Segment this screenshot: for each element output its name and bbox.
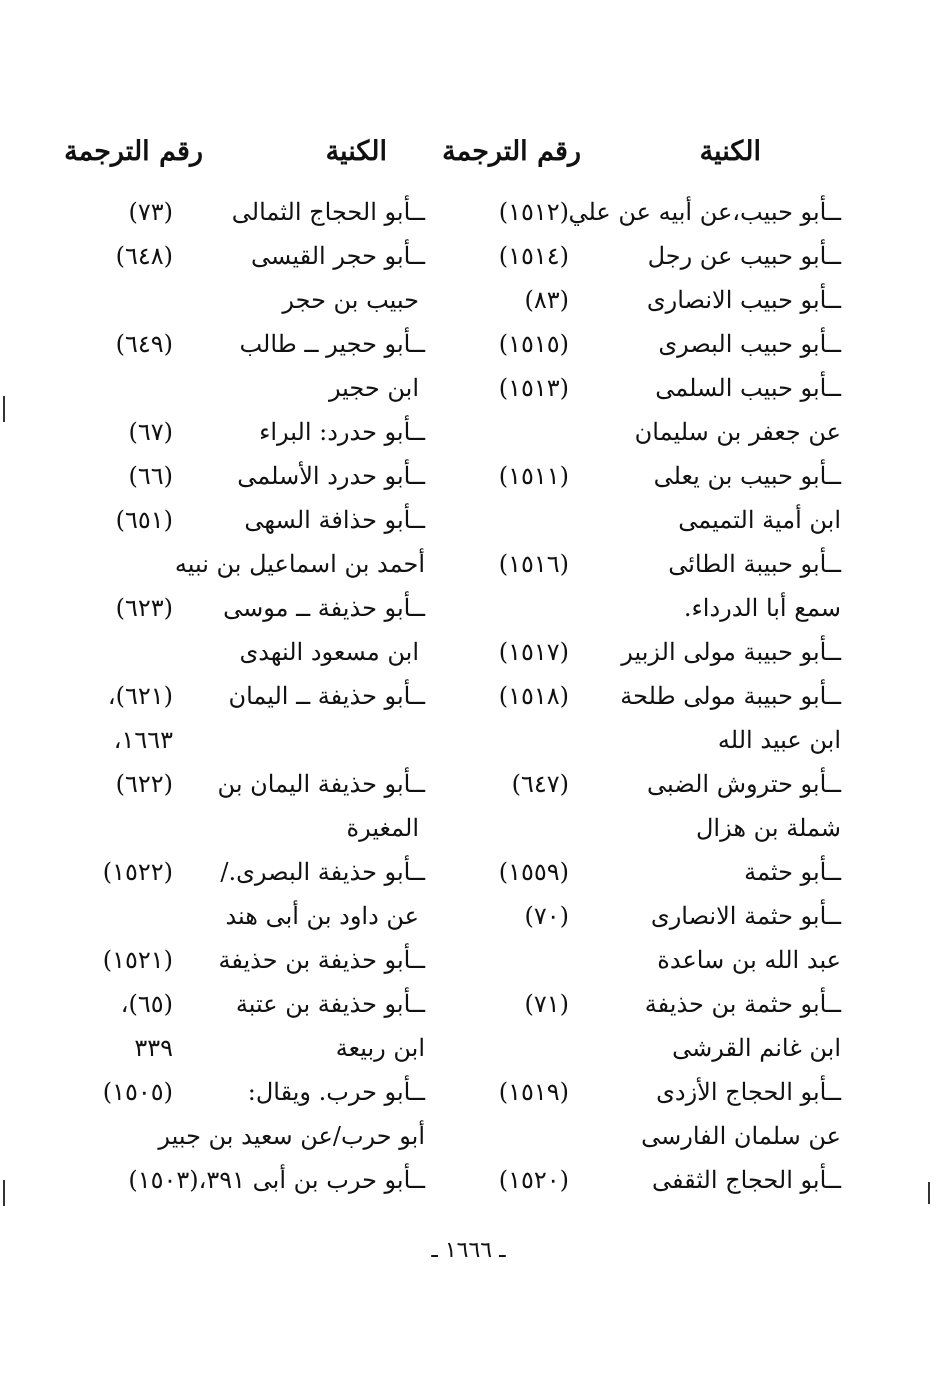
kunya-cell: ــأبو حبيبة مولى طلحة [620,682,841,710]
kunya-cell: ــأبو حرب. ويقال: [247,1078,425,1106]
kunya-cell: ــأبو حذيفة اليمان بن [217,770,425,798]
number-cell: (١٥١٧) [498,638,569,666]
number-cell: (١٥٠٥) [102,1078,173,1106]
kunya-cell: ابن غانم القرشى [672,1034,841,1062]
kunya-cell: ــأبو حثمة الانصارى [650,902,841,930]
kunya-cell: حبيب بن حجر [282,286,419,314]
table-row [0,498,937,542]
kunya-cell: ــأبو حذيفة ــ اليمان [228,682,425,710]
table-row [0,762,937,806]
kunya-cell: ــأبو حبيب بن يعلى [653,462,841,490]
table-row [0,718,937,762]
kunya-cell: ــأبو حثمة بن حذيفة [644,990,841,1018]
number-cell: (٦٤٨) [115,242,173,270]
number-cell: (١٥١٣) [498,374,569,402]
kunya-cell: ــأبو حدرد: البراء [259,418,425,446]
kunya-cell: ــأبو حذيفة البصرى./ [220,858,425,886]
kunya-cell: عن سلمان الفارسى [641,1122,841,1150]
kunya-cell: أبو حرب/عن سعيد بن جبير [158,1122,425,1150]
table-row [0,806,937,850]
kunya-cell: ابن حجير [328,374,419,402]
kunya-cell: ابن ربيعة [335,1034,425,1062]
number-cell: (٦٢٣) [115,594,173,622]
table-row [0,366,937,410]
number-cell: (٦٥)، [120,990,173,1018]
kunya-cell: ــأبو حبيب عن رجل [647,242,841,270]
table-row [0,410,937,454]
table-row [0,894,937,938]
number-cell: (١٥١٥) [498,330,569,358]
kunya-cell: ــأبو حبيب،عن أبيه عن علي [568,198,841,226]
table-row [0,1114,937,1158]
kunya-cell: أحمد بن اسماعيل بن نبيه [174,550,425,578]
kunya-cell: عبد الله بن ساعدة [657,946,841,974]
kunya-cell: ــأبو حذيفة بن عتبة [235,990,425,1018]
number-cell: (١٥٥٩) [498,858,569,886]
table-row [0,454,937,498]
kunya-cell: ــأبو حبيبة الطائى [668,550,841,578]
table-row [0,674,937,718]
number-cell: (٦٤٩) [115,330,173,358]
kunya-cell: ــأبو حجير ــ طالب [239,330,425,358]
number-cell: (٨٣) [524,286,569,314]
kunya-cell: ابن أمية التميمى [678,506,841,534]
number-cell: (٦٢٢) [115,770,173,798]
table-row [0,630,937,674]
number-cell: (١٥٢٠) [498,1166,569,1194]
kunya-cell: ابن عبيد الله [717,726,841,754]
number-cell: (١٥٢٢) [102,858,173,886]
number-cell: (٦٢١)، [107,682,173,710]
number-cell: (١٥١٦) [498,550,569,578]
page-number: ـ ١٦٦٦ ـ [431,1238,506,1263]
number-cell: (١٥١٤) [498,242,569,270]
number-cell: (١٥١١) [498,462,569,490]
margin-mark [3,396,5,422]
number-cell: (٧٠) [524,902,569,930]
number-cell: (٦٦) [128,462,173,490]
number-cell: (٦٧) [128,418,173,446]
number-cell: (١٥١٨) [498,682,569,710]
kunya-cell: ــأبو حذيفة ــ موسى [223,594,425,622]
kunya-cell: ــأبو حبيبة مولى الزبير [621,638,841,666]
kunya-cell: عن داود بن أبى هند [225,902,419,930]
number-cell: (٦٤٧) [511,770,569,798]
kunya-cell: ــأبو حبيب الانصارى [646,286,841,314]
number-cell: ٣٣٩ [134,1034,173,1062]
kunya-cell: ــأبو حثمة [744,858,841,886]
table-row [0,542,937,586]
kunya-cell: ــأبو حذافة السهى [244,506,425,534]
kunya-cell: المغيرة [346,814,419,842]
kunya-cell: ــأبو الحجاج الأزدى [656,1078,841,1106]
margin-mark [928,1182,930,1204]
header-left-kunya: الكنية [325,136,387,167]
table-row [0,278,937,322]
number-cell: (١٥١٢) [498,198,569,226]
kunya-cell: سمع أبا الدرداء. [683,594,841,622]
number-cell: (٦٥١) [115,506,173,534]
kunya-cell: ــأبو حرب بن أبى ٣٩١،(١٥٠٣) [128,1166,425,1194]
number-cell: (١٥١٩) [498,1078,569,1106]
table-row [0,1026,937,1070]
kunya-cell: ــأبو حبيب السلمى [655,374,841,402]
table-row [0,850,937,894]
table-row [0,1070,937,1114]
kunya-cell: ــأبو الحجاج الثمالى [231,198,425,226]
table-row [0,586,937,630]
number-cell: (٧٣) [128,198,173,226]
kunya-cell: ــأبو حذيفة بن حذيفة [218,946,425,974]
kunya-cell: ــأبو حجر القيسى [250,242,425,270]
kunya-cell: عن جعفر بن سليمان [634,418,841,446]
kunya-cell: ــأبو حدرد الأسلمى [237,462,425,490]
number-cell: (١٥٢١) [102,946,173,974]
number-cell: ١٦٦٣، [113,726,173,754]
margin-mark [3,1180,5,1206]
kunya-cell: ابن مسعود النهدى [239,638,419,666]
kunya-cell: شملة بن هزال [695,814,841,842]
table-row [0,234,937,278]
table-row [0,190,937,234]
table-row [0,982,937,1026]
table-row [0,938,937,982]
table-row [0,322,937,366]
kunya-cell: ــأبو حبيب البصرى [658,330,841,358]
header-left-number: رقم الترجمة [64,136,203,167]
kunya-cell: ــأبو الحجاج الثقفى [652,1166,841,1194]
number-cell: (٧١) [524,990,569,1018]
table-row [0,1158,937,1202]
kunya-cell: ــأبو حتروش الضبى [647,770,841,798]
header-right-kunya: الكنية [699,136,761,167]
header-right-number: رقم الترجمة [442,136,581,167]
